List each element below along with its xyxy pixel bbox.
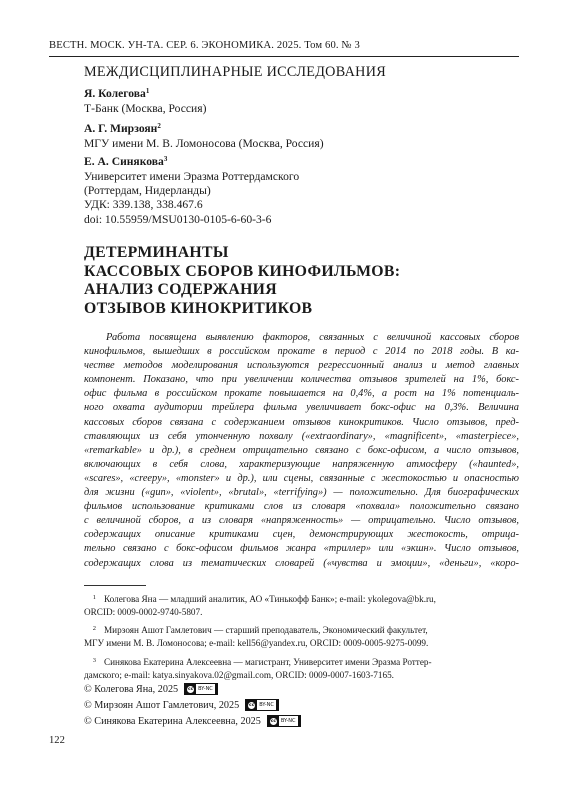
doi-link[interactable]: doi: 10.55959/MSU0130-0105-6-60-3-6 — [84, 213, 272, 226]
copyright-text: © Мирзоян Ашот Гамлетович, 2025 — [84, 699, 240, 711]
abstract-line: честве методов моделирования используются регрессионный анализ и метод главных — [84, 360, 519, 372]
title-line: АНАЛИЗ СОДЕРЖАНИЯ — [84, 281, 277, 298]
abstract-line: ставляющих из себя утонченную похвалу («extraordinary», «magnificent», «masterpiece», — [84, 430, 519, 442]
abstract-line: офис фильма в российском прокате повышается на 0,4%, а рост на 1% потенциаль- — [84, 388, 519, 400]
cc-icon: cc — [187, 686, 194, 692]
footnote-mark: 2 — [92, 625, 96, 632]
udc: УДК: 339.138, 338.467.6 — [84, 198, 203, 211]
footnote-text: Синякова Екатерина Алексеевна — магистрант, Университет имени Эразма Роттер- — [104, 657, 432, 667]
footnote-text: Мирзоян Ашот Гамлетович — старший преподаватель, Экономический факультет, — [104, 625, 428, 635]
author-block-3 — [84, 152, 299, 199]
cc-by-nc-badge[interactable] — [184, 683, 218, 695]
abstract-line: кинофильмов, вышедших в российском прокате в период с 2014 по 2018 годы. В ка- — [84, 346, 519, 358]
header-rule — [49, 56, 519, 57]
author-name: Е. А. Синякова — [84, 155, 164, 168]
footnote-text: МГУ имени М. В. Ломоносова; e-mail: kell56@yandex.ru, ORCID: 0009-0005-9275-0099. — [84, 637, 429, 648]
copyright-line-2 — [84, 699, 279, 711]
title-line: КАССОВЫХ СБОРОВ КИНОФИЛЬМОВ: — [84, 262, 401, 280]
author-block-2 — [84, 119, 324, 151]
author-affiliation: (Роттердам, Нидерланды) — [84, 184, 211, 198]
footnote-mark: 3 — [163, 155, 168, 163]
license-label: BY-NC — [198, 686, 213, 692]
abstract — [84, 331, 519, 571]
abstract-line: Работа посвящена выявлению факторов, связанных с величиной кассовых сборов — [106, 332, 519, 343]
license-label: BY-NC — [259, 702, 274, 708]
footnote-1 — [84, 592, 524, 618]
abstract-line: включающих в себя слова, характеризующие напряженную атмосферу («haunted», — [84, 458, 519, 470]
abstract-line: кассовых сборов связана с содержанием отзывов кинокритиков. Число отзывов, пред- — [84, 416, 519, 428]
footnote-mark: 1 — [145, 87, 150, 95]
title-line: ДЕТЕРМИНАНТЫ — [84, 244, 229, 261]
abstract-line: тельно связано с бокс-офисом фильмов жанра «триллер» или «экшн». Число отзывов, — [84, 543, 519, 555]
running-head: ВЕСТН. МОСК. УН-ТА. СЕР. 6. ЭКОНОМИКА. 2025. Том 60. № 3 — [49, 40, 360, 51]
footnote-3 — [84, 655, 524, 681]
page-number: 122 — [49, 735, 65, 746]
section-heading: МЕЖДИСЦИПЛИНАРНЫЕ ИССЛЕДОВАНИЯ — [84, 64, 386, 80]
title-line: ОТЗЫВОВ КИНОКРИТИКОВ — [84, 299, 313, 317]
copyright-text: © Синякова Екатерина Алексеевна, 2025 — [84, 715, 261, 727]
abstract-line: фильмов использование критиками слов из словаря «похвала» положительно связано — [84, 501, 519, 513]
author-block-1 — [84, 84, 206, 116]
cc-by-nc-badge[interactable] — [267, 715, 301, 727]
abstract-line: ного охвата аудитории трейлера фильма увеличивает бокс-офис на 0,3%. Величина — [84, 402, 519, 414]
abstract-line: «scares», «creepy», «monster» и др.), или сцены, связанные с жестокостью и опасностью — [84, 472, 519, 484]
author-name: А. Г. Мирзоян — [84, 122, 158, 135]
copyright-line-3 — [84, 715, 301, 727]
footnote-rule — [84, 585, 146, 586]
cc-by-nc-badge[interactable] — [245, 699, 279, 711]
article-title — [84, 244, 400, 318]
footnote-text: ORCID: 0009-0002-9740-5807. — [84, 606, 203, 617]
abstract-line: для жизни («gun», «violent», «brutal», «terrifying») — положительно. Для биографических — [84, 487, 519, 499]
footnote-text: дамского; e-mail: katya.sinyakova.02@gmail.com, ORCID: 0009-0007-1603-7165. — [84, 669, 394, 680]
footnote-2 — [84, 623, 524, 649]
footnote-mark: 1 — [92, 594, 96, 601]
footnote-mark: 3 — [92, 657, 96, 664]
cc-icon: cc — [270, 718, 277, 724]
author-name: Я. Колегова — [84, 87, 146, 100]
abstract-line: содержащих описание критиками сцен, демонстрирующих жестокость, отрица- — [84, 529, 519, 541]
footnote-mark: 2 — [157, 122, 161, 130]
abstract-line: компонент. Показано, что при увеличении количества отзывов зрителей на 1%, бокс- — [84, 374, 519, 386]
abstract-line: содержащих слова из тематических словарей («чувства и эмоции», «деньги», «коро- — [84, 557, 519, 569]
copyright-text: © Колегова Яна, 2025 — [84, 683, 179, 695]
abstract-line: «remarkable» и др.), в среднем отрицательно связано с бокс-офисом, а число отзывов, — [84, 444, 519, 456]
author-affiliation: Т-Банк (Москва, Россия) — [84, 101, 207, 115]
author-affiliation: МГУ имени М. В. Ломоносова (Москва, Россия) — [84, 136, 324, 150]
copyright-line-1 — [84, 683, 218, 695]
license-label: BY-NC — [280, 718, 296, 724]
cc-icon: cc — [249, 702, 255, 708]
footnote-text: Колегова Яна — младший аналитик, АО «Тинькофф Банк»; e-mail: ykolegova@bk.ru, — [104, 594, 436, 604]
author-affiliation: Университет имени Эразма Роттердамского — [84, 169, 300, 183]
abstract-line: с величиной сборов, а из словаря «напряженность» — отрицательно. Число отзывов, — [84, 515, 519, 527]
